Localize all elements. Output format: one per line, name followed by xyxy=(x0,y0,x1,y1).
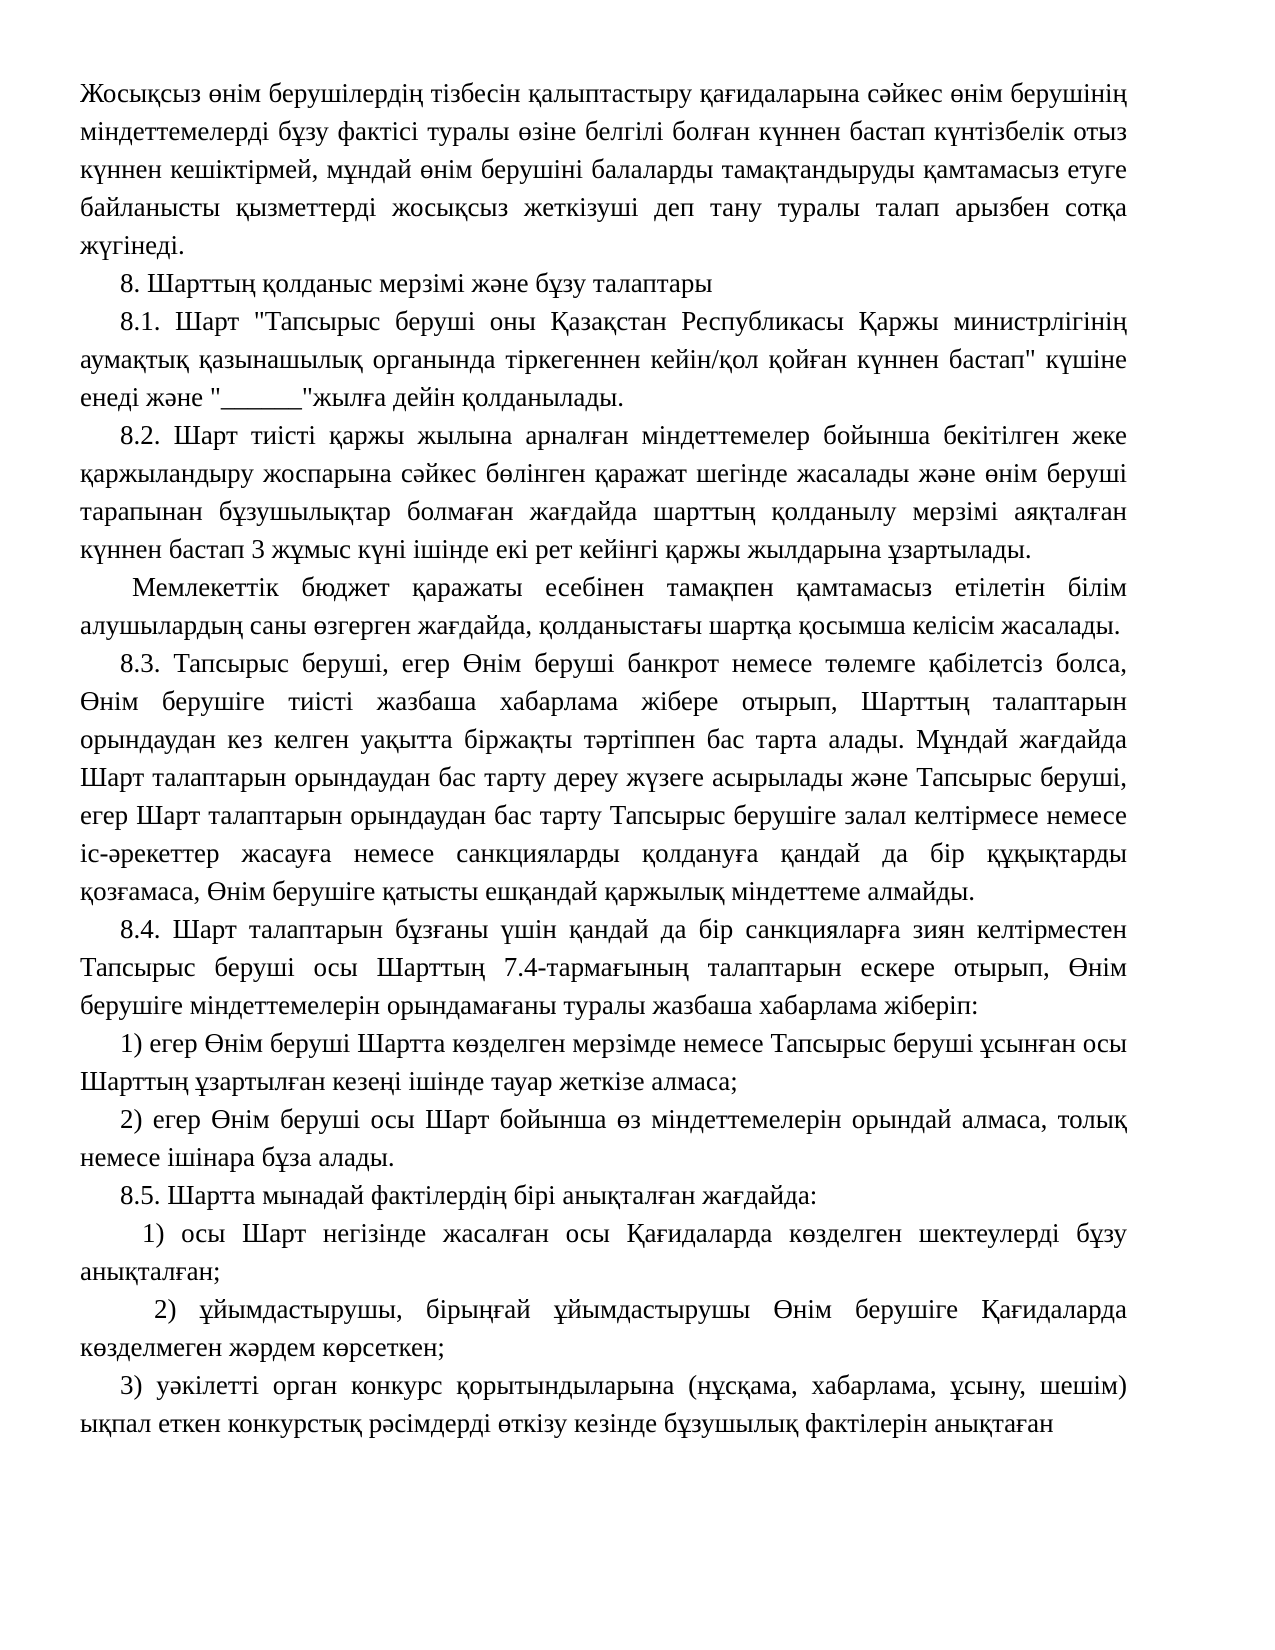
clause-8-4-item-1: 1) егер Өнім беруші Шартта көзделген мерзімде немесе Тапсырыс беруші ұсынған осы Шарттың ұзартылған кезеңі ішінде тауар жеткізе алмаса; xyxy=(80,1028,1127,1096)
clause-8-3: 8.3. Тапсырыс беруші, егер Өнім беруші банкрот немесе төлемге қабілетсіз болса, Өнім берушіге тиісті жазбаша хабарлама жібере отырып, Шарттың талаптарын орындаудан кез келген уақытта біржақты тәртіппен бас тарта алады. Мұндай жағдайда Шарт талаптарын орындаудан бас тарту дереу жүзеге асырылады және Тапсырыс беруші, егер Шарт талаптарын орындаудан бас тарту Тапсырыс берушіге залал келтірмесе немесе іс-әрекеттер жасауға немесе санкцияларды қолдануға қандай да бір құқықтарды қозғамаса, Өнім берушіге қатысты ешқандай қаржылық міндеттеме алмайды. xyxy=(80,648,1127,906)
clause-8-1: 8.1. Шарт "Тапсырыс беруші оны Қазақстан Республикасы Қаржы министрлігінің аумақтық қазынашылық органында тіркегеннен кейін/қол қойған күннен бастап" күшіне енеді және "______"жылға дейін қолданылады. xyxy=(80,306,1127,412)
section-8-heading: 8. Шарттың қолданыс мерзімі және бұзу талаптары xyxy=(120,268,713,298)
document-text-block xyxy=(80,74,1127,1442)
clause-8-2-budget-note: Мемлекеттік бюджет қаражаты есебінен тамақпен қамтамасыз етілетін білім алушылардың саны өзгерген жағдайда, қолданыстағы шартқа қосымша келісім жасалады. xyxy=(80,572,1127,640)
clause-8-4-item-2: 2) егер Өнім беруші осы Шарт бойынша өз міндеттемелерін орындай алмаса, толық немесе ішінара бұза алады. xyxy=(80,1104,1127,1172)
clause-8-4: 8.4. Шарт талаптарын бұзғаны үшін қандай да бір санкцияларға зиян келтірместен Тапсырыс беруші осы Шарттың 7.4-тармағының талаптарын ескере отырып, Өнім берушіге міндеттемелерін орындамағаны туралы жазбаша хабарлама жіберіп: xyxy=(80,914,1127,1020)
paragraph-unfair-supplier-court: Жосықсыз өнім берушілердің тізбесін қалыптастыру қағидаларына сәйкес өнім берушінің міндеттемелерді бұзу фактісі туралы өзіне белгілі болған күннен бастап күнтізбелік отыз күннен кешіктірмей, мұндай өнім берушіні балаларды тамақтандыруды қамтамасыз етуге байланысты қызметтерді жосықсыз жеткізуші деп тану туралы талап арызбен сотқа жүгінеді. xyxy=(80,78,1127,260)
clause-8-5-item-2: 2) ұйымдастырушы, бірыңғай ұйымдастырушы Өнім берушіге Қағидаларда көзделмеген жәрдем көрсеткен; xyxy=(80,1294,1127,1362)
clause-8-5: 8.5. Шартта мынадай фактілердің бірі анықталған жағдайда: xyxy=(120,1180,818,1210)
clause-8-2: 8.2. Шарт тиісті қаржы жылына арналған міндеттемелер бойынша бекітілген жеке қаржыландыру жоспарына сәйкес бөлінген қаражат шегінде жасалады және өнім беруші тарапынан бұзушылықтар болмаған жағдайда шарттың қолданылу мерзімі аяқталған күннен бастап 3 жұмыс күні ішінде екі рет кейінгі қаржы жылдарына ұзартылады. xyxy=(80,420,1127,564)
clause-8-5-item-1: 1) осы Шарт негізінде жасалған осы Қағидаларда көзделген шектеулерді бұзу анықталған; xyxy=(80,1218,1127,1286)
clause-8-5-item-3: 3) уәкілетті орган конкурс қорытындыларына (нұсқама, хабарлама, ұсыну, шешім) ықпал еткен конкурстық рәсімдерді өткізу кезінде бұзушылық фактілерін анықтаған xyxy=(80,1370,1127,1438)
